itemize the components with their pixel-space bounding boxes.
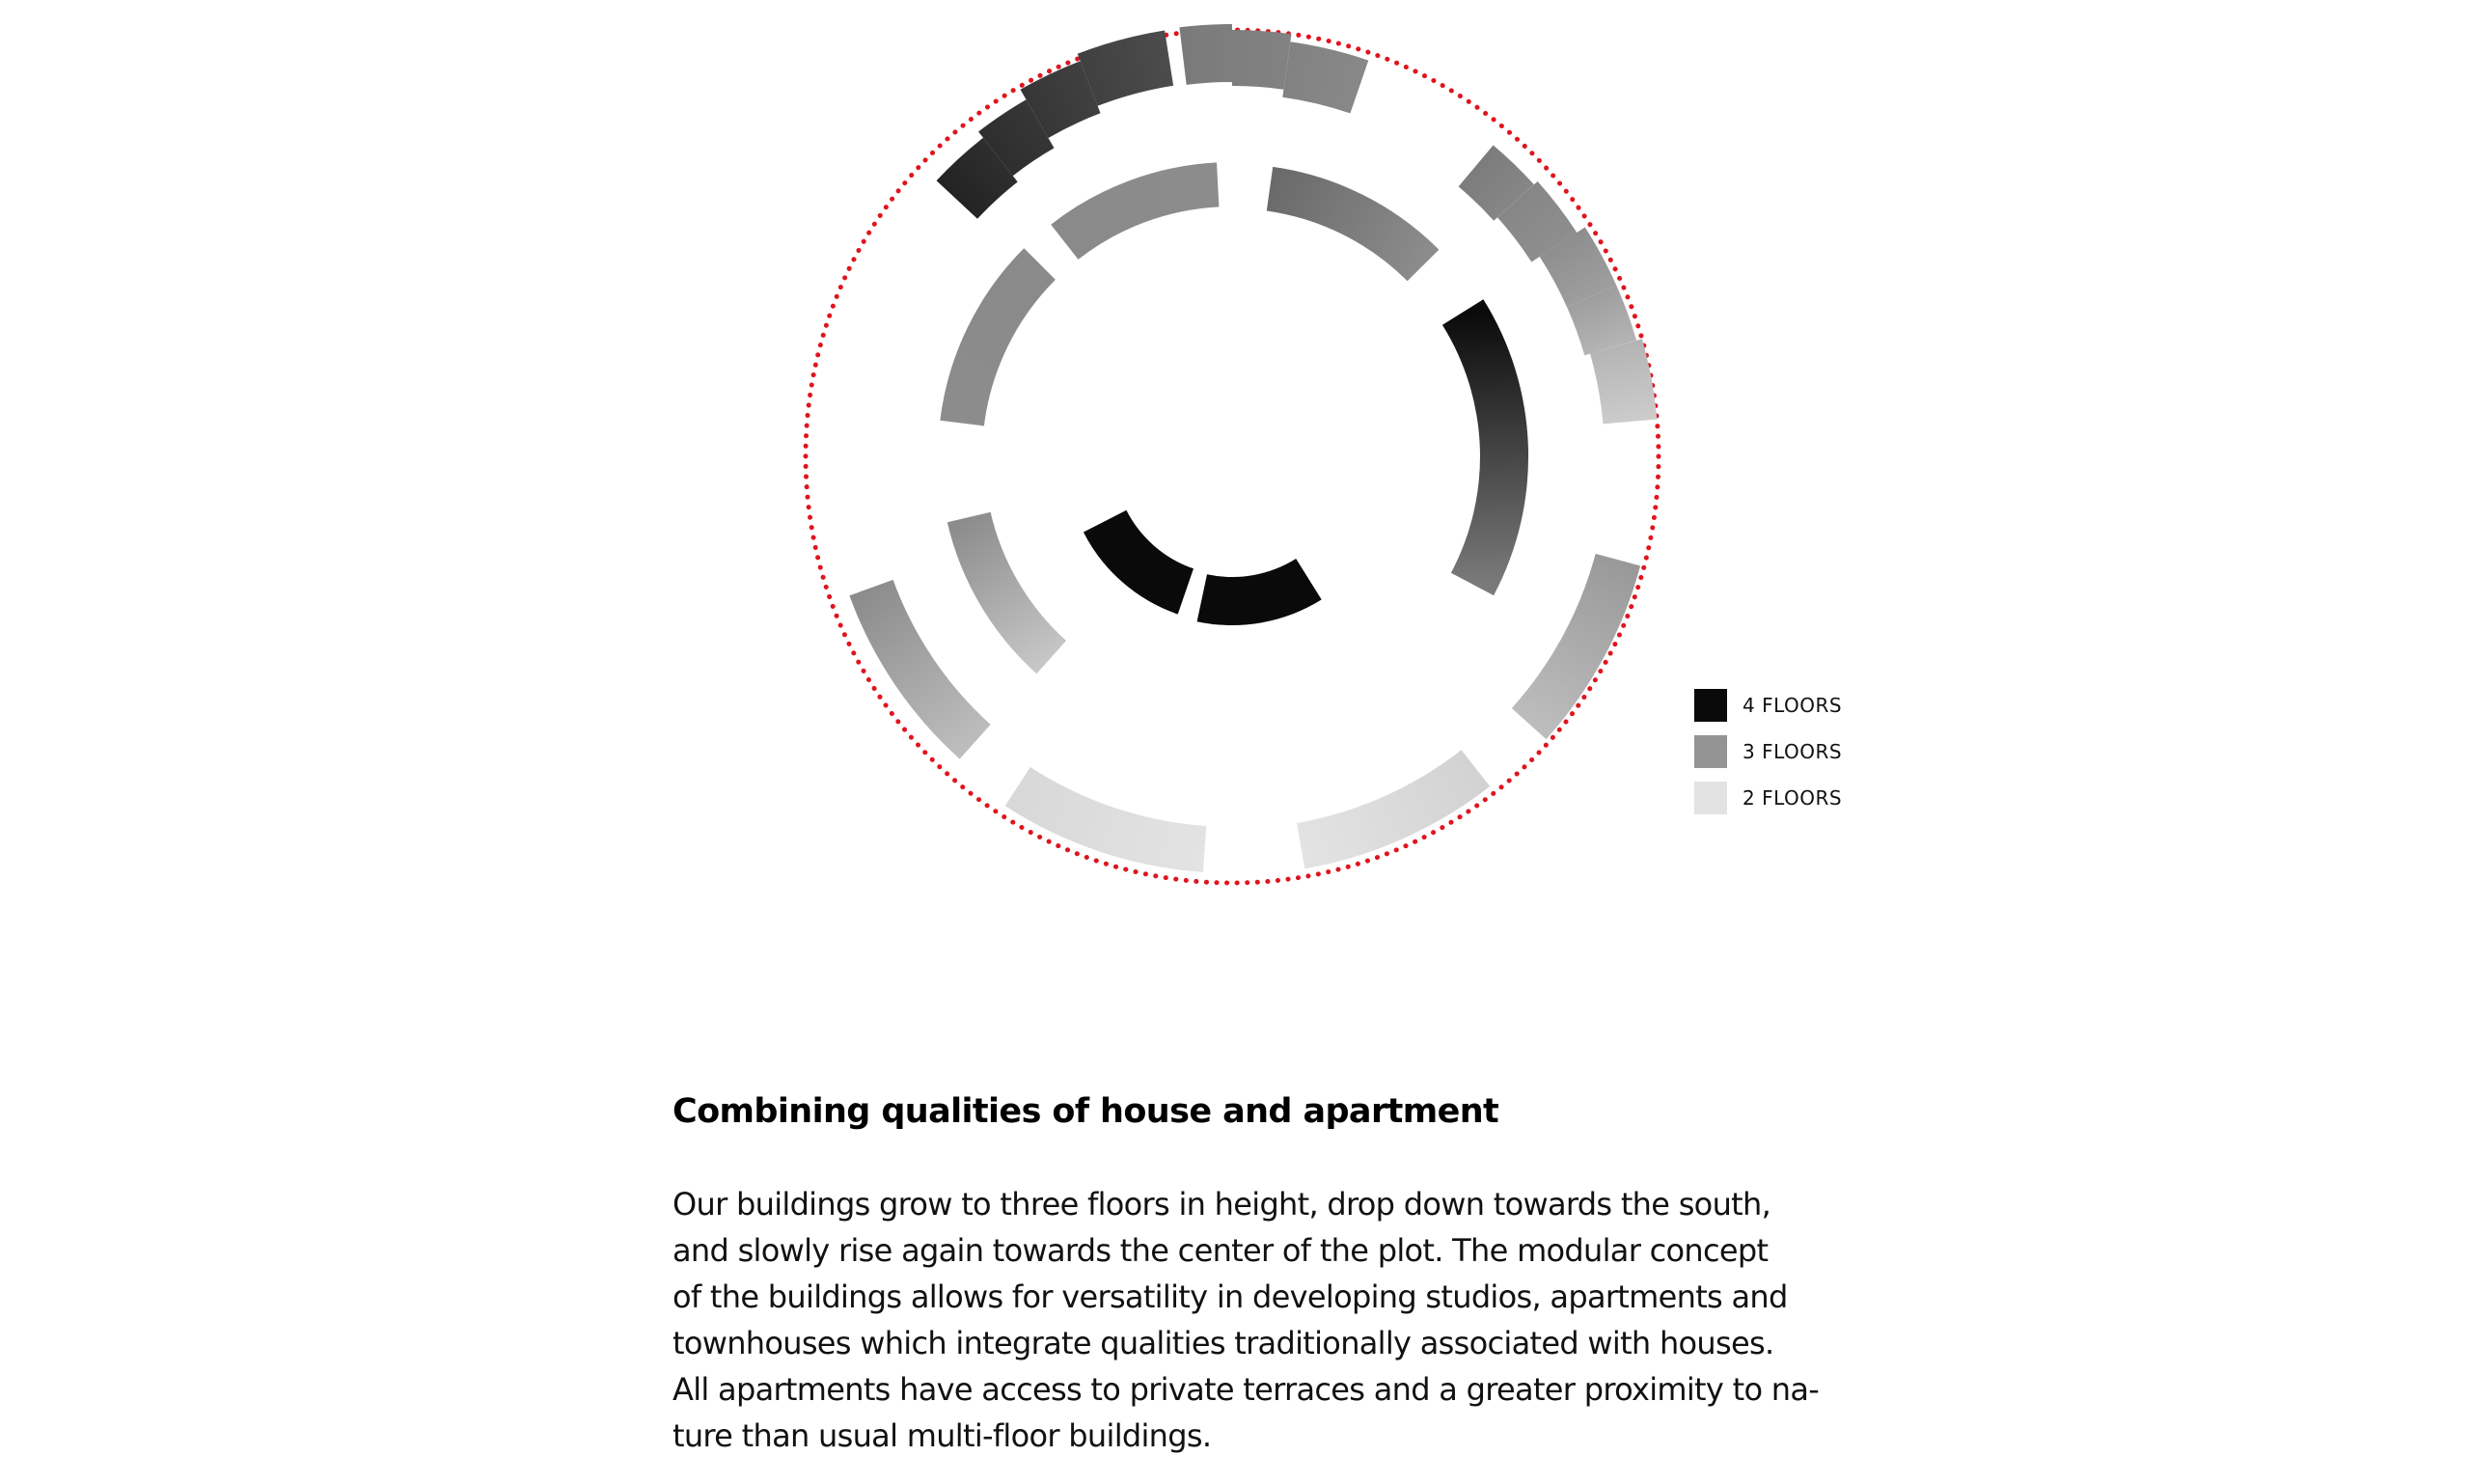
outer-building-block (1512, 554, 1640, 739)
article-body-line: and slowly rise again towards the center of the plot. The modular concept (672, 1232, 1769, 1269)
inner-building-block (1197, 559, 1322, 625)
outer-building-block (849, 580, 990, 759)
article-body-line: ture than usual multi-floor buildings. (672, 1417, 1212, 1454)
outer-building-block (1590, 339, 1657, 424)
legend-swatch-3-floors (1694, 735, 1727, 768)
plot-boundary-circle (806, 30, 1659, 883)
outer-building-block (1232, 30, 1292, 90)
middle-building-block (947, 512, 1066, 673)
legend-item-4-floors (1694, 689, 1907, 722)
article-body-line: townhouses which integrate qualities traditionally associated with houses. (672, 1325, 1774, 1361)
outer-building-block (1297, 750, 1490, 868)
outer-building-block (1179, 24, 1232, 85)
middle-building-block (940, 248, 1056, 426)
article (672, 1090, 1917, 1459)
middle-building-block (1051, 162, 1219, 260)
article-body-line: All apartments have access to private terraces and a greater proximity to na- (672, 1371, 1820, 1408)
article-heading: Combining qualities of house and apartment (672, 1092, 1499, 1131)
legend-swatch-4-floors (1694, 689, 1727, 722)
legend-item-2-floors (1694, 782, 1907, 814)
article-body-line: Our buildings grow to three floors in height, drop down towards the south, (672, 1186, 1771, 1223)
middle-building-block (1442, 299, 1528, 595)
middle-building-block (1267, 167, 1440, 281)
legend-item-3-floors (1694, 735, 1907, 768)
outer-building-block (1282, 41, 1368, 113)
legend-label-3-floors: 3 FLOORS (1743, 740, 1843, 763)
article-body (672, 1181, 1917, 1459)
building-blocks (849, 24, 1657, 872)
legend-label-2-floors: 2 FLOORS (1743, 786, 1843, 810)
legend-swatch-2-floors (1694, 782, 1727, 814)
outer-building-block (1005, 767, 1207, 872)
inner-building-block (1084, 510, 1194, 615)
article-body-line: of the buildings allows for versatility in developing studios, apartments and (672, 1278, 1788, 1315)
legend-label-4-floors: 4 FLOORS (1743, 694, 1843, 717)
